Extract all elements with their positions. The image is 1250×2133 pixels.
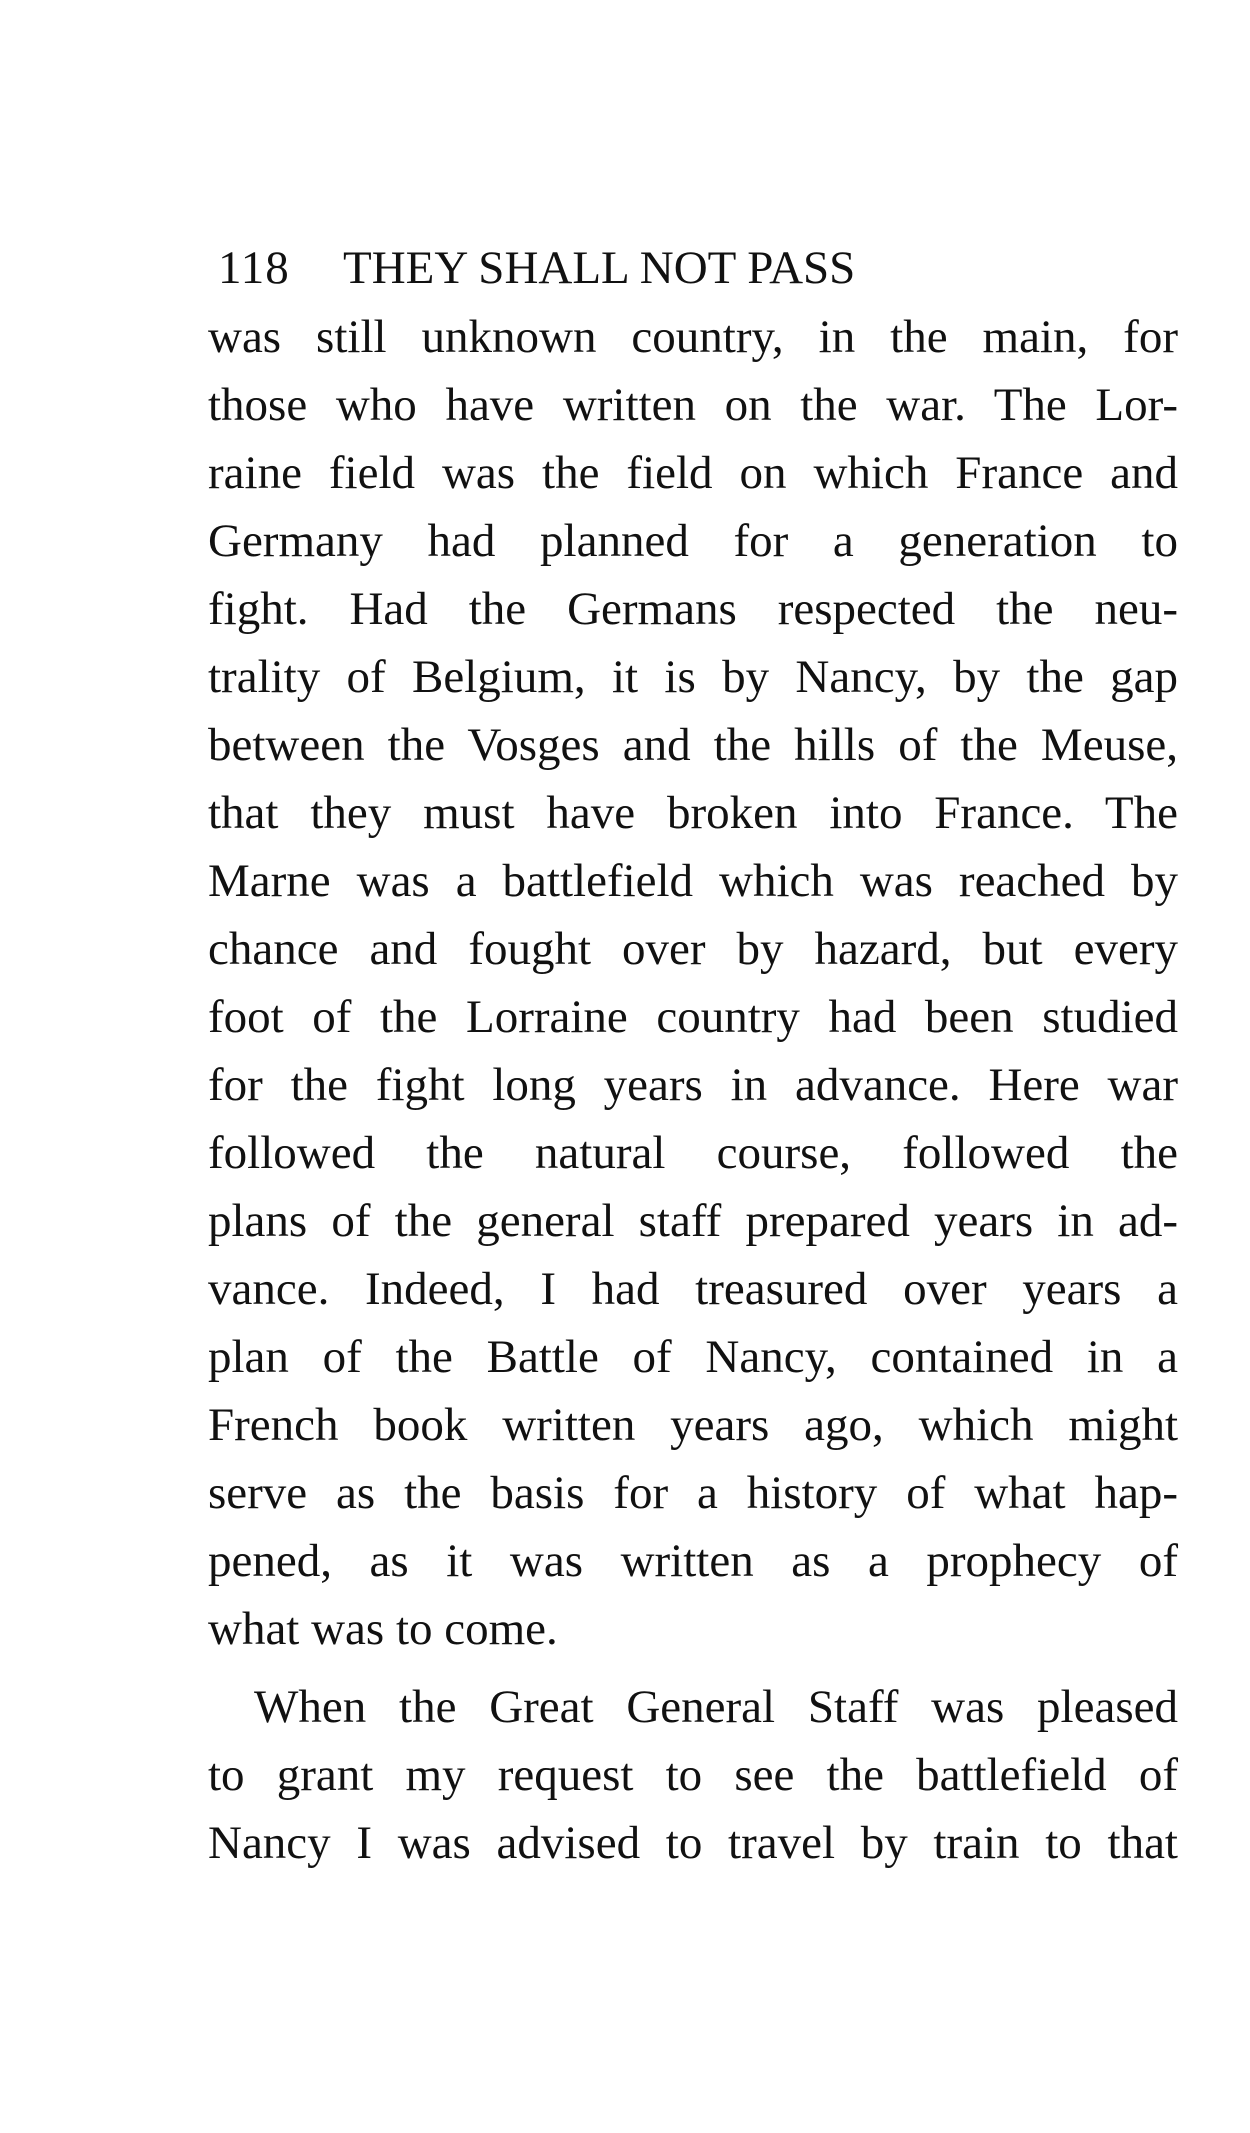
- text-line: fight. Had the Germans respected the neu-: [208, 583, 1178, 635]
- text-line: trality of Belgium, it is by Nancy, by the gap: [208, 651, 1178, 703]
- text-line: that they must have broken into France. The: [208, 787, 1178, 839]
- paragraph: [208, 303, 1178, 1663]
- running-head: [218, 238, 1038, 298]
- text-line: Marne was a battlefield which was reached by: [208, 855, 1178, 907]
- text-line: French book written years ago, which might: [208, 1399, 1178, 1451]
- text-line: vance. Indeed, I had treasured over years a: [208, 1263, 1178, 1315]
- text-line: chance and fought over by hazard, but every: [208, 923, 1178, 975]
- text-line: foot of the Lorraine country had been studied: [208, 991, 1178, 1043]
- text-line: followed the natural course, followed the: [208, 1127, 1178, 1179]
- text-line: for the fight long years in advance. Here war: [208, 1059, 1178, 1111]
- text-line: to grant my request to see the battlefield of: [208, 1749, 1178, 1801]
- text-line: between the Vosges and the hills of the Meuse,: [208, 719, 1178, 771]
- text-line: serve as the basis for a history of what hap-: [208, 1467, 1178, 1519]
- page-number: 118: [218, 242, 290, 294]
- body-text: [208, 303, 1178, 1877]
- text-line: what was to come.: [208, 1603, 558, 1655]
- paragraph-gap: [208, 1663, 1178, 1673]
- text-line: those who have written on the war. The Lor-: [208, 379, 1178, 431]
- text-line: When the Great General Staff was pleased: [254, 1681, 1178, 1733]
- text-line: Germany had planned for a generation to: [208, 515, 1178, 567]
- text-line: Nancy I was advised to travel by train to that: [208, 1817, 1178, 1869]
- text-line: pened, as it was written as a prophecy of: [208, 1535, 1178, 1587]
- text-line: plans of the general staff prepared years in ad-: [208, 1195, 1178, 1247]
- text-line: was still unknown country, in the main, for: [208, 311, 1178, 363]
- paragraph: [208, 1673, 1178, 1877]
- running-title: THEY SHALL NOT PASS: [343, 242, 856, 294]
- text-line: raine field was the field on which France and: [208, 447, 1178, 499]
- text-line: plan of the Battle of Nancy, contained in a: [208, 1331, 1178, 1383]
